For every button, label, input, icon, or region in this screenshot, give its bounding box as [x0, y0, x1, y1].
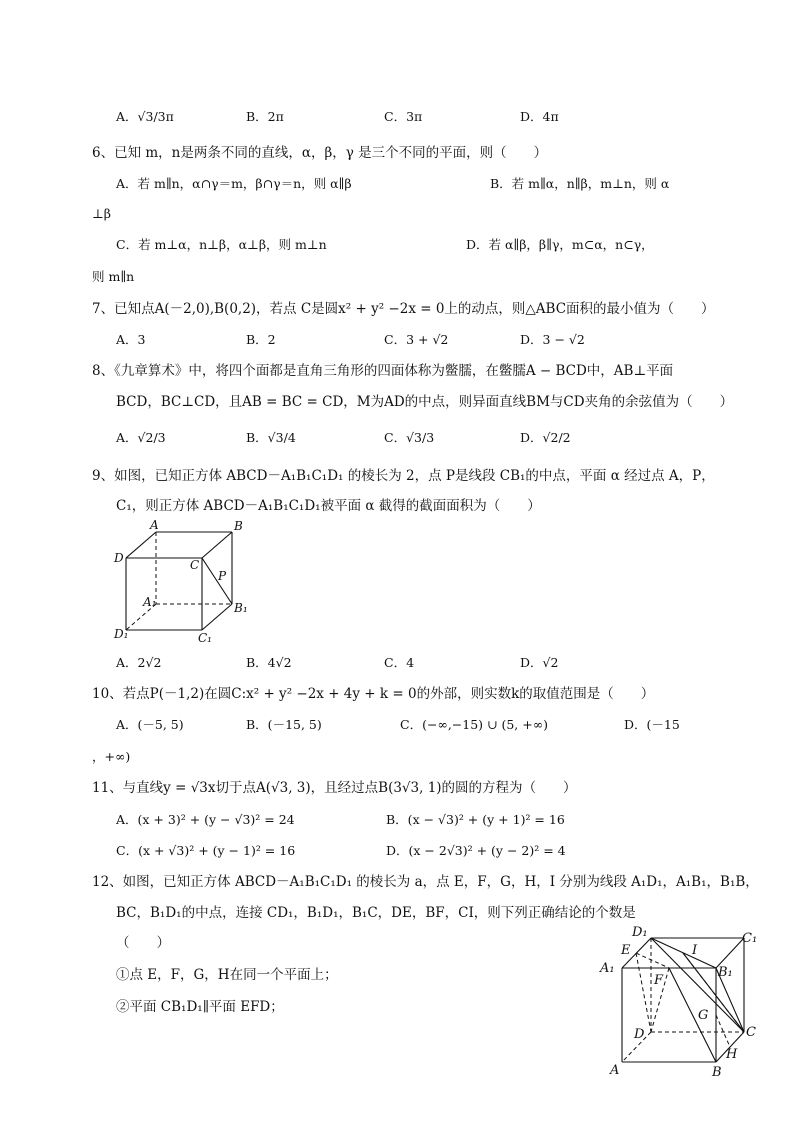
q11-option-a: A．(x + 3)² + (y − √3)² = 24: [116, 812, 295, 827]
q12-stem-line2: BC，B₁D₁的中点，连接 CD₁，B₁D₁，B₁C，DE，BF，CI，则下列正确结论的个数是: [116, 905, 636, 921]
q12-label-b1: B₁: [718, 965, 733, 980]
q6-option-a: A．若 m∥n，α∩γ＝m，β∩γ＝n，则 α∥β: [116, 176, 352, 191]
q12-label-d: D: [634, 1027, 645, 1042]
q12-label-c1: C₁: [742, 931, 758, 946]
q12-label-i: I: [692, 943, 698, 958]
q9-label-c: C: [190, 558, 200, 572]
q8-option-c: C．√3/3: [384, 430, 435, 445]
q5-option-a: A．√3/3π: [116, 109, 174, 124]
q11-stem: 11、与直线y = √3x切于点A(√3, 3)，且经过点B(3√3, 1)的圆的方程为（ ）: [92, 780, 577, 796]
q12-label-h: H: [726, 1047, 738, 1062]
q10-option-d-continued: ，+∞): [92, 749, 131, 764]
q6-option-b: B．若 m∥α，n∥β，m⊥n，则 α: [490, 176, 670, 191]
q12-answer-paren: （ ）: [116, 935, 170, 951]
q9-option-b: B．4√2: [246, 655, 292, 670]
q6-option-b-continued: ⊥β: [92, 206, 111, 221]
q9-stem-line1: 9、如图，已知正方体 ABCD－A₁B₁C₁D₁ 的棱长为 2，点 P是线段 CB₁的中点，平面 α 经过点 A，P，: [92, 468, 715, 484]
q6-option-d-continued: 则 m∥n: [92, 269, 135, 284]
q11-option-b: B．(x − √3)² + (y + 1)² = 16: [386, 812, 565, 827]
q12-label-a: A: [610, 1063, 620, 1078]
q8-option-b: B．√3/4: [246, 430, 296, 445]
q12-label-e: E: [621, 943, 631, 958]
q7-option-b: B．2: [246, 332, 276, 347]
q9-cube-figure: [108, 518, 258, 648]
q8-option-d: D．√2/2: [520, 430, 571, 445]
q10-option-d: D．(－15: [624, 717, 680, 732]
q9-option-c: C．4: [384, 655, 415, 670]
q9-option-a: A．2√2: [116, 655, 162, 670]
q12-statement-2: ②平面 CB₁D₁∥平面 EFD；: [116, 999, 284, 1015]
q12-label-a1: A₁: [600, 961, 615, 976]
q8-option-a: A．√2/3: [116, 430, 166, 445]
q10-option-c: C．(−∞,−15) ∪ (5, +∞): [400, 717, 549, 732]
q11-option-d: D．(x − 2√3)² + (y − 2)² = 4: [386, 843, 566, 858]
q9-label-d: D: [114, 551, 124, 565]
q9-label-a: A: [150, 518, 159, 532]
q12-cube-figure: [596, 922, 772, 1080]
q8-stem-line2: BCD，BC⊥CD，且AB = BC = CD，M为AD的中点，则异面直线BM与CD夹角的余弦值为（ ）: [116, 394, 734, 410]
q9-label-b1: B₁: [234, 601, 248, 615]
q12-statement-1: ①点 E，F，G，H在同一个平面上；: [116, 967, 338, 983]
q6-option-d: D．若 α∥β，β∥γ，m⊂α，n⊂γ，: [466, 237, 654, 252]
q7-option-d: D．3 − √2: [520, 332, 585, 347]
q9-label-d1: D₁: [114, 627, 129, 641]
q9-label-c1: C₁: [198, 631, 212, 645]
q9-stem-line2: C₁，则正方体 ABCD－A₁B₁C₁D₁被平面 α 截得的截面面积为（ ）: [116, 498, 541, 514]
q9-label-p: P: [218, 569, 227, 583]
q5-option-c: C．3π: [384, 109, 423, 124]
q12-label-c: C: [746, 1025, 756, 1040]
q8-stem-line1: 8、《九章算术》中，将四个面都是直角三角形的四面体称为鳖臑，在鳖臑A − BCD中，AB⊥平面: [92, 363, 674, 379]
q6-stem: 6、已知 m，n是两条不同的直线，α，β，γ 是三个不同的平面，则（ ）: [92, 145, 548, 161]
q9-label-a1: A₁: [143, 595, 157, 609]
q10-option-b: B．(－15, 5): [246, 717, 322, 732]
q12-label-f: F: [654, 973, 664, 988]
q12-stem-line1: 12、如图，已知正方体 ABCD－A₁B₁C₁D₁ 的棱长为 a，点 E，F，G，H，I 分别为线段 A₁D₁，A₁B₁，B₁B，: [92, 874, 759, 890]
q7-option-c: C．3 + √2: [384, 332, 449, 347]
q10-option-a: A．(－5, 5): [116, 717, 184, 732]
q5-option-b: B．2π: [246, 109, 284, 124]
q11-option-c: C．(x + √3)² + (y − 1)² = 16: [116, 843, 296, 858]
q9-option-d: D．√2: [520, 655, 559, 670]
q12-label-g: G: [698, 1008, 709, 1023]
q7-option-a: A．3: [116, 332, 146, 347]
q12-label-d1: D₁: [632, 925, 648, 940]
q12-label-b: B: [712, 1065, 722, 1080]
q9-label-b: B: [234, 519, 243, 533]
q5-option-d: D．4π: [520, 109, 559, 124]
q10-stem: 10、若点P(－1,2)在圆C:x² + y² −2x + 4y + k = 0的外部，则实数k的取值范围是（ ）: [92, 686, 655, 702]
q7-stem: 7、已知点A(－2,0),B(0,2)，若点 C是圆x² + y² −2x = 0上的动点，则△ABC面积的最小值为（ ）: [92, 301, 715, 317]
q6-option-c: C．若 m⊥α，n⊥β，α⊥β，则 m⊥n: [116, 237, 327, 252]
